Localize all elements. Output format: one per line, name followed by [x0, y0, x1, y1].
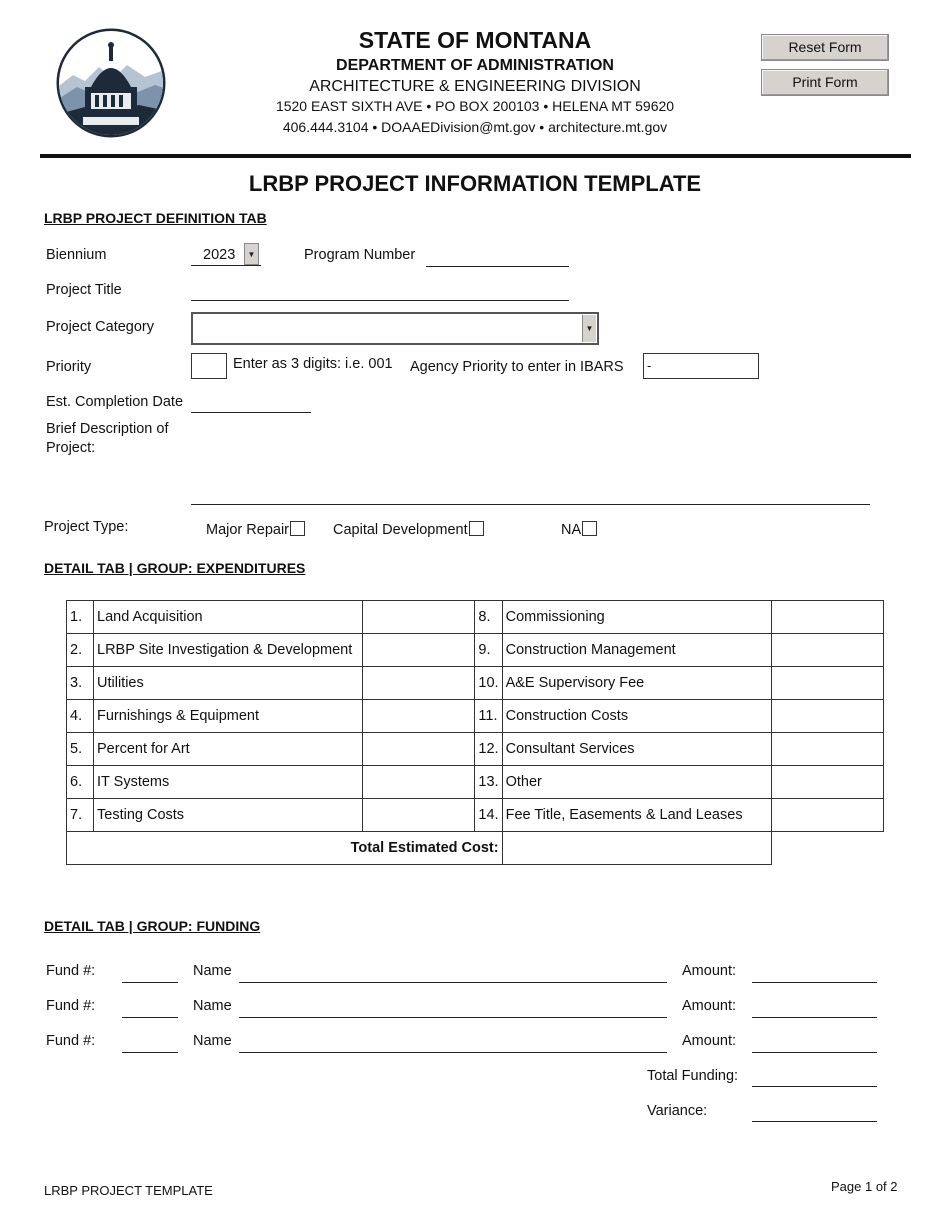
- expenditure-amount-field[interactable]: [771, 766, 883, 799]
- expenditure-number: 4.: [67, 700, 94, 733]
- priority-hint: Enter as 3 digits: i.e. 001: [233, 356, 393, 372]
- expenditure-row: [67, 766, 884, 799]
- page-title: LRBP PROJECT INFORMATION TEMPLATE: [248, 171, 702, 196]
- department-name: DEPARTMENT OF ADMINISTRATION: [336, 57, 614, 74]
- expenditure-item: Utilities: [94, 667, 363, 700]
- fund-name-field[interactable]: [239, 1034, 667, 1053]
- expenditure-number: 8.: [475, 601, 502, 634]
- expenditure-number: 3.: [67, 667, 94, 700]
- expenditure-number: 6.: [67, 766, 94, 799]
- capital-development-label: Capital Development: [333, 522, 468, 538]
- expenditure-item: Construction Costs: [502, 700, 771, 733]
- expenditure-row: [67, 733, 884, 766]
- fund-number-label: Fund #:: [46, 998, 96, 1014]
- fund-amount-label: Amount:: [682, 963, 736, 979]
- funding-section-heading: DETAIL TAB | GROUP: FUNDING: [44, 918, 261, 934]
- priority-label: Priority: [46, 359, 92, 375]
- agency-priority-value: -: [647, 358, 652, 373]
- header-divider: [40, 154, 911, 158]
- project-category-select[interactable]: [191, 312, 599, 345]
- fund-amount-label: Amount:: [682, 1033, 736, 1049]
- fund-amount-label: Amount:: [682, 998, 736, 1014]
- expenditure-amount-field[interactable]: [363, 634, 475, 667]
- fund-number-field[interactable]: [122, 1034, 178, 1053]
- reset-form-button[interactable]: Reset Form: [761, 34, 889, 61]
- completion-date-field[interactable]: [191, 394, 311, 413]
- project-title-label: Project Title: [46, 282, 122, 298]
- program-number-label: Program Number: [304, 247, 416, 263]
- variance-field[interactable]: [752, 1103, 877, 1122]
- expenditure-item: Furnishings & Equipment: [94, 700, 363, 733]
- total-funding-label: Total Funding:: [647, 1068, 739, 1084]
- footer-template-name: LRBP PROJECT TEMPLATE: [44, 1183, 213, 1198]
- na-option[interactable]: [561, 521, 597, 538]
- expenditure-item: Land Acquisition: [94, 601, 363, 634]
- priority-field[interactable]: [191, 353, 227, 379]
- fund-name-label: Name: [193, 998, 232, 1014]
- expenditure-number: 7.: [67, 799, 94, 832]
- biennium-label: Biennium: [46, 247, 107, 263]
- expenditure-number: 10.: [475, 667, 502, 700]
- expenditure-item: Testing Costs: [94, 799, 363, 832]
- expenditure-row: [67, 601, 884, 634]
- capital-development-checkbox[interactable]: [469, 521, 484, 536]
- expenditure-number: 13.: [475, 766, 502, 799]
- fund-amount-field[interactable]: [752, 964, 877, 983]
- total-row: [67, 832, 884, 865]
- description-label-line1: Brief Description of: [46, 421, 169, 437]
- expenditure-item: Fee Title, Easements & Land Leases: [502, 799, 771, 832]
- expenditure-row: [67, 634, 884, 667]
- expenditure-amount-field[interactable]: [771, 700, 883, 733]
- expenditure-number: 12.: [475, 733, 502, 766]
- state-name: STATE OF MONTANA: [358, 27, 592, 53]
- expenditure-item: IT Systems: [94, 766, 363, 799]
- fund-name-field[interactable]: [239, 964, 667, 983]
- expenditures-table: [66, 600, 884, 865]
- expenditure-row: [67, 799, 884, 832]
- major-repair-label: Major Repair: [206, 522, 289, 538]
- expenditure-row: [67, 667, 884, 700]
- expenditure-amount-field[interactable]: [363, 766, 475, 799]
- variance-label: Variance:: [647, 1103, 708, 1119]
- expenditure-item: LRBP Site Investigation & Development: [94, 634, 363, 667]
- contact-line: 406.444.3104 • DOAAEDivision@mt.gov • architecture.mt.gov: [282, 119, 668, 135]
- major-repair-checkbox[interactable]: [290, 521, 305, 536]
- agency-priority-field[interactable]: [643, 353, 759, 379]
- expenditure-amount-field[interactable]: [363, 700, 475, 733]
- fund-number-field[interactable]: [122, 964, 178, 983]
- description-field[interactable]: [191, 418, 870, 505]
- expenditure-number: 11.: [475, 700, 502, 733]
- fund-amount-field[interactable]: [752, 999, 877, 1018]
- na-label: NA: [561, 522, 582, 538]
- expenditure-item: Construction Management: [502, 634, 771, 667]
- total-estimated-cost-field[interactable]: [502, 832, 771, 865]
- expenditure-item: Commissioning: [502, 601, 771, 634]
- fund-name-label: Name: [193, 1033, 232, 1049]
- chevron-down-icon[interactable]: ▼: [582, 315, 596, 342]
- fund-number-label: Fund #:: [46, 1033, 96, 1049]
- agency-priority-label: Agency Priority to enter in IBARS: [410, 359, 624, 375]
- division-name: ARCHITECTURE & ENGINEERING DIVISION: [309, 78, 641, 95]
- address-line: 1520 EAST SIXTH AVE • PO BOX 200103 • HELENA MT 59620: [275, 98, 675, 114]
- expenditure-number: 14.: [475, 799, 502, 832]
- definition-section-heading: LRBP PROJECT DEFINITION TAB: [44, 210, 267, 226]
- completion-date-label: Est. Completion Date: [46, 394, 184, 410]
- total-estimated-cost-label: Total Estimated Cost:: [67, 832, 503, 865]
- expenditure-row: [67, 700, 884, 733]
- fund-name-label: Name: [193, 963, 232, 979]
- expenditure-amount-field[interactable]: [363, 733, 475, 766]
- expenditure-number: 2.: [67, 634, 94, 667]
- biennium-select[interactable]: [191, 243, 261, 266]
- fund-amount-field[interactable]: [752, 1034, 877, 1053]
- expenditure-number: 1.: [67, 601, 94, 634]
- project-category-label: Project Category: [46, 319, 154, 335]
- na-checkbox[interactable]: [582, 521, 597, 536]
- page-number: Page 1 of 2: [831, 1179, 898, 1194]
- expenditure-item: A&E Supervisory Fee: [502, 667, 771, 700]
- expenditure-amount-field[interactable]: [363, 601, 475, 634]
- print-form-button[interactable]: Print Form: [761, 69, 889, 96]
- expenditure-amount-field[interactable]: [363, 799, 475, 832]
- montana-capitol-seal-icon: [55, 27, 167, 139]
- expenditure-amount-field[interactable]: [771, 733, 883, 766]
- expenditure-item: Other: [502, 766, 771, 799]
- expenditure-amount-field[interactable]: [363, 667, 475, 700]
- expenditure-amount-field[interactable]: [771, 634, 883, 667]
- fund-name-field[interactable]: [239, 999, 667, 1018]
- description-label-line2: Project:: [46, 440, 96, 456]
- expenditure-number: 9.: [475, 634, 502, 667]
- major-repair-option[interactable]: [206, 521, 305, 538]
- expenditure-item: Consultant Services: [502, 733, 771, 766]
- project-type-label: Project Type:: [44, 519, 129, 535]
- expenditures-section-heading: DETAIL TAB | GROUP: EXPENDITURES: [44, 560, 306, 576]
- program-number-field[interactable]: [426, 248, 569, 267]
- expenditure-number: 5.: [67, 733, 94, 766]
- fund-number-field[interactable]: [122, 999, 178, 1018]
- project-title-field[interactable]: [191, 282, 569, 301]
- chevron-down-icon[interactable]: ▼: [244, 243, 259, 265]
- expenditure-amount-field[interactable]: [771, 799, 883, 832]
- fund-number-label: Fund #:: [46, 963, 96, 979]
- expenditure-amount-field[interactable]: [771, 667, 883, 700]
- total-funding-field[interactable]: [752, 1068, 877, 1087]
- capital-development-option[interactable]: [333, 521, 484, 538]
- expenditure-item: Percent for Art: [94, 733, 363, 766]
- biennium-value: 2023: [203, 247, 236, 263]
- expenditure-amount-field[interactable]: [771, 601, 883, 634]
